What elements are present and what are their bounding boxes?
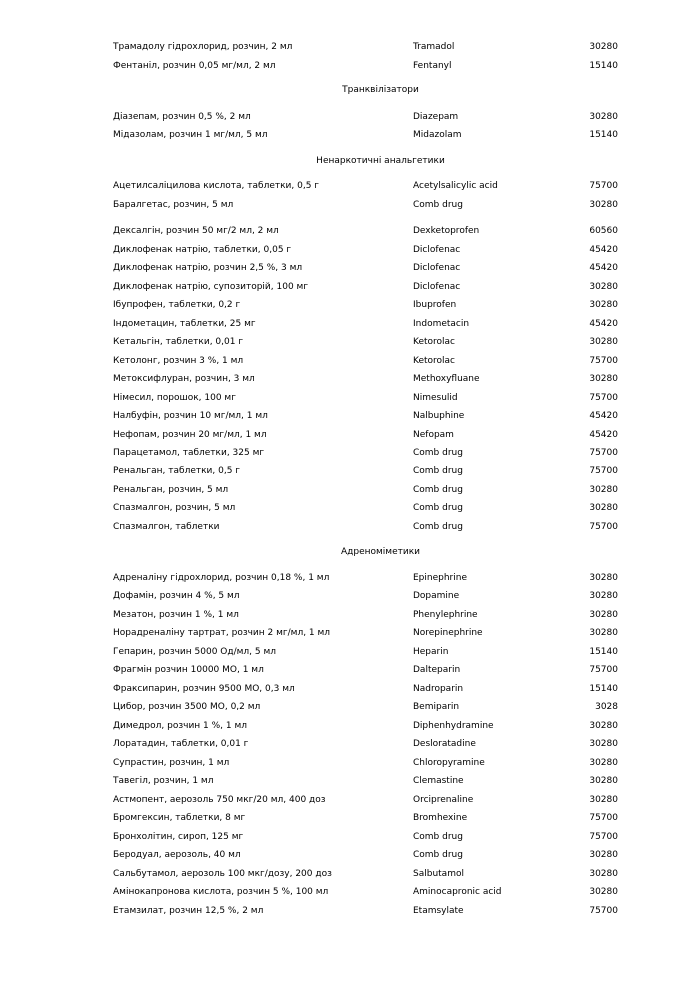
table-row (0, 737, 700, 751)
drug-name: Мідазолам, розчин 1 мг/мл, 5 мл (113, 130, 268, 140)
drug-name: Сальбутамол, аерозоль 100 мкг/дозу, 200 доз (113, 869, 332, 879)
drug-latin-name: Tramadol (413, 42, 455, 52)
drug-latin-name: Salbutamol (413, 869, 464, 879)
drug-latin-name: Nefopam (413, 430, 454, 440)
table-row (0, 280, 700, 294)
drug-code: 30280 (589, 628, 618, 638)
table-row (0, 483, 700, 497)
drug-code: 75700 (589, 393, 618, 403)
drug-name: Ібупрофен, таблетки, 0,2 г (113, 300, 241, 310)
drug-name: Дофамін, розчин 4 %, 5 мл (113, 591, 240, 601)
table-row (0, 589, 700, 603)
table-row (0, 372, 700, 386)
drug-latin-name: Chloropyramine (413, 758, 485, 768)
table-row (0, 719, 700, 733)
drug-latin-name: Nalbuphine (413, 411, 465, 421)
drug-code: 15140 (589, 130, 618, 140)
drug-code: 15140 (589, 61, 618, 71)
table-row (0, 428, 700, 442)
drug-code: 30280 (589, 282, 618, 292)
drug-name: Амінокапронова кислота, розчин 5 %, 100 мл (113, 887, 329, 897)
table-row (0, 335, 700, 349)
drug-name: Нефопам, розчин 20 мг/мл, 1 мл (113, 430, 267, 440)
drug-latin-name: Nadroparin (413, 684, 464, 694)
section-heading (0, 154, 700, 168)
table-row (0, 59, 700, 73)
drug-name: Супрастин, розчин, 1 мл (113, 758, 230, 768)
table-row (0, 298, 700, 312)
drug-name: Індометацин, таблетки, 25 мг (113, 319, 256, 329)
drug-latin-name: Norepinephrine (413, 628, 483, 638)
table-row (0, 464, 700, 478)
table-row (0, 520, 700, 534)
table-row (0, 645, 700, 659)
drug-name: Дексалгін, розчин 50 мг/2 мл, 2 мл (113, 226, 279, 236)
drug-latin-name: Phenylephrine (413, 610, 478, 620)
table-row (0, 179, 700, 193)
drug-latin-name: Etamsylate (413, 906, 464, 916)
table-row (0, 409, 700, 423)
drug-name: Цибор, розчин 3500 МО, 0,2 мл (113, 702, 261, 712)
drug-code: 30280 (589, 869, 618, 879)
table-row (0, 446, 700, 460)
drug-latin-name: Aminocapronic acid (413, 887, 502, 897)
drug-name: Ацетилсаліцилова кислота, таблетки, 0,5 г (113, 181, 320, 191)
drug-name: Беродуал, аерозоль, 40 мл (113, 850, 241, 860)
drug-latin-name: Comb drug (413, 522, 463, 532)
drug-name: Астмопент, аерозоль 750 мкг/20 мл, 400 доз (113, 795, 326, 805)
table-row (0, 110, 700, 124)
drug-name: Лоратадин, таблетки, 0,01 г (113, 739, 249, 749)
drug-latin-name: Diphenhydramine (413, 721, 494, 731)
drug-latin-name: Ketorolac (413, 337, 455, 347)
drug-latin-name: Comb drug (413, 850, 463, 860)
drug-latin-name: Dopamine (413, 591, 460, 601)
table-row (0, 128, 700, 142)
drug-code: 30280 (589, 112, 618, 122)
section-heading (0, 545, 700, 559)
table-row (0, 793, 700, 807)
drug-code: 3028 (595, 702, 618, 712)
drug-code: 30280 (589, 758, 618, 768)
table-row (0, 626, 700, 640)
drug-latin-name: Bemiparin (413, 702, 460, 712)
drug-name: Адреналіну гідрохлорид, розчин 0,18 %, 1 мл (113, 573, 330, 583)
table-row (0, 391, 700, 405)
drug-code: 75700 (589, 832, 618, 842)
table-row (0, 501, 700, 515)
drug-name: Диклофенак натрію, супозиторій, 100 мг (113, 282, 309, 292)
drug-name: Димедрол, розчин 1 %, 1 мл (113, 721, 248, 731)
drug-name: Метоксифлуран, розчин, 3 мл (113, 374, 255, 384)
drug-latin-name: Acetylsalicylic acid (413, 181, 498, 191)
drug-latin-name: Methoxyfluane (413, 374, 480, 384)
drug-code: 75700 (589, 448, 618, 458)
drug-latin-name: Diclofenac (413, 263, 461, 273)
drug-name: Баралгетас, розчин, 5 мл (113, 200, 234, 210)
drug-code: 30280 (589, 591, 618, 601)
drug-code: 75700 (589, 466, 618, 476)
table-row (0, 904, 700, 918)
drug-name: Налбуфін, розчин 10 мг/мл, 1 мл (113, 411, 268, 421)
drug-latin-name: Comb drug (413, 466, 463, 476)
drug-latin-name: Heparin (413, 647, 449, 657)
table-row (0, 243, 700, 257)
drug-latin-name: Fentanyl (413, 61, 452, 71)
drug-code: 30280 (589, 300, 618, 310)
drug-latin-name: Bromhexine (413, 813, 468, 823)
drug-code: 30280 (589, 503, 618, 513)
drug-code: 30280 (589, 795, 618, 805)
drug-code: 15140 (589, 647, 618, 657)
drug-latin-name: Epinephrine (413, 573, 467, 583)
drug-code: 30280 (589, 374, 618, 384)
drug-code: 30280 (589, 337, 618, 347)
drug-name: Етамзилат, розчин 12,5 %, 2 мл (113, 906, 264, 916)
drug-code: 30280 (589, 42, 618, 52)
drug-code: 45420 (589, 245, 618, 255)
table-row (0, 571, 700, 585)
drug-latin-name: Comb drug (413, 503, 463, 513)
table-row (0, 867, 700, 881)
drug-latin-name: Ketorolac (413, 356, 455, 366)
drug-code: 30280 (589, 200, 618, 210)
drug-latin-name: Clemastine (413, 776, 464, 786)
table-row (0, 198, 700, 212)
drug-name: Діазепам, розчин 0,5 %, 2 мл (113, 112, 251, 122)
drug-code: 75700 (589, 665, 618, 675)
drug-latin-name: Comb drug (413, 832, 463, 842)
drug-name: Ренальган, таблетки, 0,5 г (113, 466, 241, 476)
drug-latin-name: Nimesulid (413, 393, 458, 403)
drug-code: 75700 (589, 181, 618, 191)
drug-latin-name: Orciprenaline (413, 795, 474, 805)
drug-code: 75700 (589, 522, 618, 532)
drug-code: 45420 (589, 430, 618, 440)
section-title: Транквілізатори (342, 85, 419, 95)
table-row (0, 885, 700, 899)
table-row (0, 608, 700, 622)
drug-name: Фрагмін розчин 10000 МО, 1 мл (113, 665, 264, 675)
drug-code: 30280 (589, 573, 618, 583)
drug-code: 75700 (589, 906, 618, 916)
drug-latin-name: Diazepam (413, 112, 459, 122)
drug-code: 30280 (589, 485, 618, 495)
table-row (0, 811, 700, 825)
drug-latin-name: Comb drug (413, 485, 463, 495)
drug-name: Кетальгін, таблетки, 0,01 г (113, 337, 244, 347)
drug-name: Німесил, порошок, 100 мг (113, 393, 236, 403)
table-row (0, 830, 700, 844)
drug-latin-name: Dexketoprofen (413, 226, 480, 236)
drug-code: 30280 (589, 850, 618, 860)
section-heading (0, 83, 700, 97)
drug-code: 15140 (589, 684, 618, 694)
table-row (0, 774, 700, 788)
drug-name: Мезатон, розчин 1 %, 1 мл (113, 610, 239, 620)
drug-name: Кетолонг, розчин 3 %, 1 мл (113, 356, 244, 366)
drug-name: Диклофенак натрію, таблетки, 0,05 г (113, 245, 292, 255)
drug-latin-name: Diclofenac (413, 282, 461, 292)
drug-name: Бронхолітин, сироп, 125 мг (113, 832, 244, 842)
table-row (0, 756, 700, 770)
drug-code: 30280 (589, 721, 618, 731)
drug-latin-name: Ibuprofen (413, 300, 457, 310)
drug-name: Фентаніл, розчин 0,05 мг/мл, 2 мл (113, 61, 276, 71)
drug-name: Норадреналіну тартрат, розчин 2 мг/мл, 1 мл (113, 628, 331, 638)
drug-latin-name: Desloratadine (413, 739, 476, 749)
drug-name: Гепарин, розчин 5000 Од/мл, 5 мл (113, 647, 277, 657)
drug-name: Диклофенак натрію, розчин 2,5 %, 3 мл (113, 263, 303, 273)
drug-name: Ренальган, розчин, 5 мл (113, 485, 229, 495)
table-row (0, 261, 700, 275)
drug-name: Спазмалгон, таблетки (113, 522, 220, 532)
section-title: Адреноміметики (340, 547, 420, 557)
drug-name: Трамадолу гідрохлорид, розчин, 2 мл (113, 42, 293, 52)
drug-code: 30280 (589, 610, 618, 620)
section-title: Ненаркотичні анальгетики (316, 156, 445, 166)
drug-code: 45420 (589, 263, 618, 273)
drug-latin-name: Comb drug (413, 200, 463, 210)
table-row (0, 682, 700, 696)
drug-code: 30280 (589, 776, 618, 786)
drug-name: Парацетамол, таблетки, 325 мг (113, 448, 265, 458)
drug-name: Тавегіл, розчин, 1 мл (113, 776, 214, 786)
drug-code: 30280 (589, 739, 618, 749)
table-row (0, 354, 700, 368)
drug-name: Фраксипарин, розчин 9500 МО, 0,3 мл (113, 684, 295, 694)
drug-code: 60560 (589, 226, 618, 236)
drug-latin-name: Comb drug (413, 448, 463, 458)
drug-code: 45420 (589, 411, 618, 421)
table-row (0, 663, 700, 677)
table-row (0, 848, 700, 862)
drug-latin-name: Midazolam (413, 130, 462, 140)
table-row (0, 40, 700, 54)
table-row (0, 224, 700, 238)
drug-name: Бромгексин, таблетки, 8 мг (113, 813, 246, 823)
table-row (0, 317, 700, 331)
drug-code: 75700 (589, 813, 618, 823)
drug-code: 45420 (589, 319, 618, 329)
table-row (0, 700, 700, 714)
drug-name: Спазмалгон, розчин, 5 мл (113, 503, 236, 513)
drug-latin-name: Indometacin (413, 319, 470, 329)
drug-code: 30280 (589, 887, 618, 897)
drug-code: 75700 (589, 356, 618, 366)
drug-latin-name: Dalteparin (413, 665, 461, 675)
drug-latin-name: Diclofenac (413, 245, 461, 255)
